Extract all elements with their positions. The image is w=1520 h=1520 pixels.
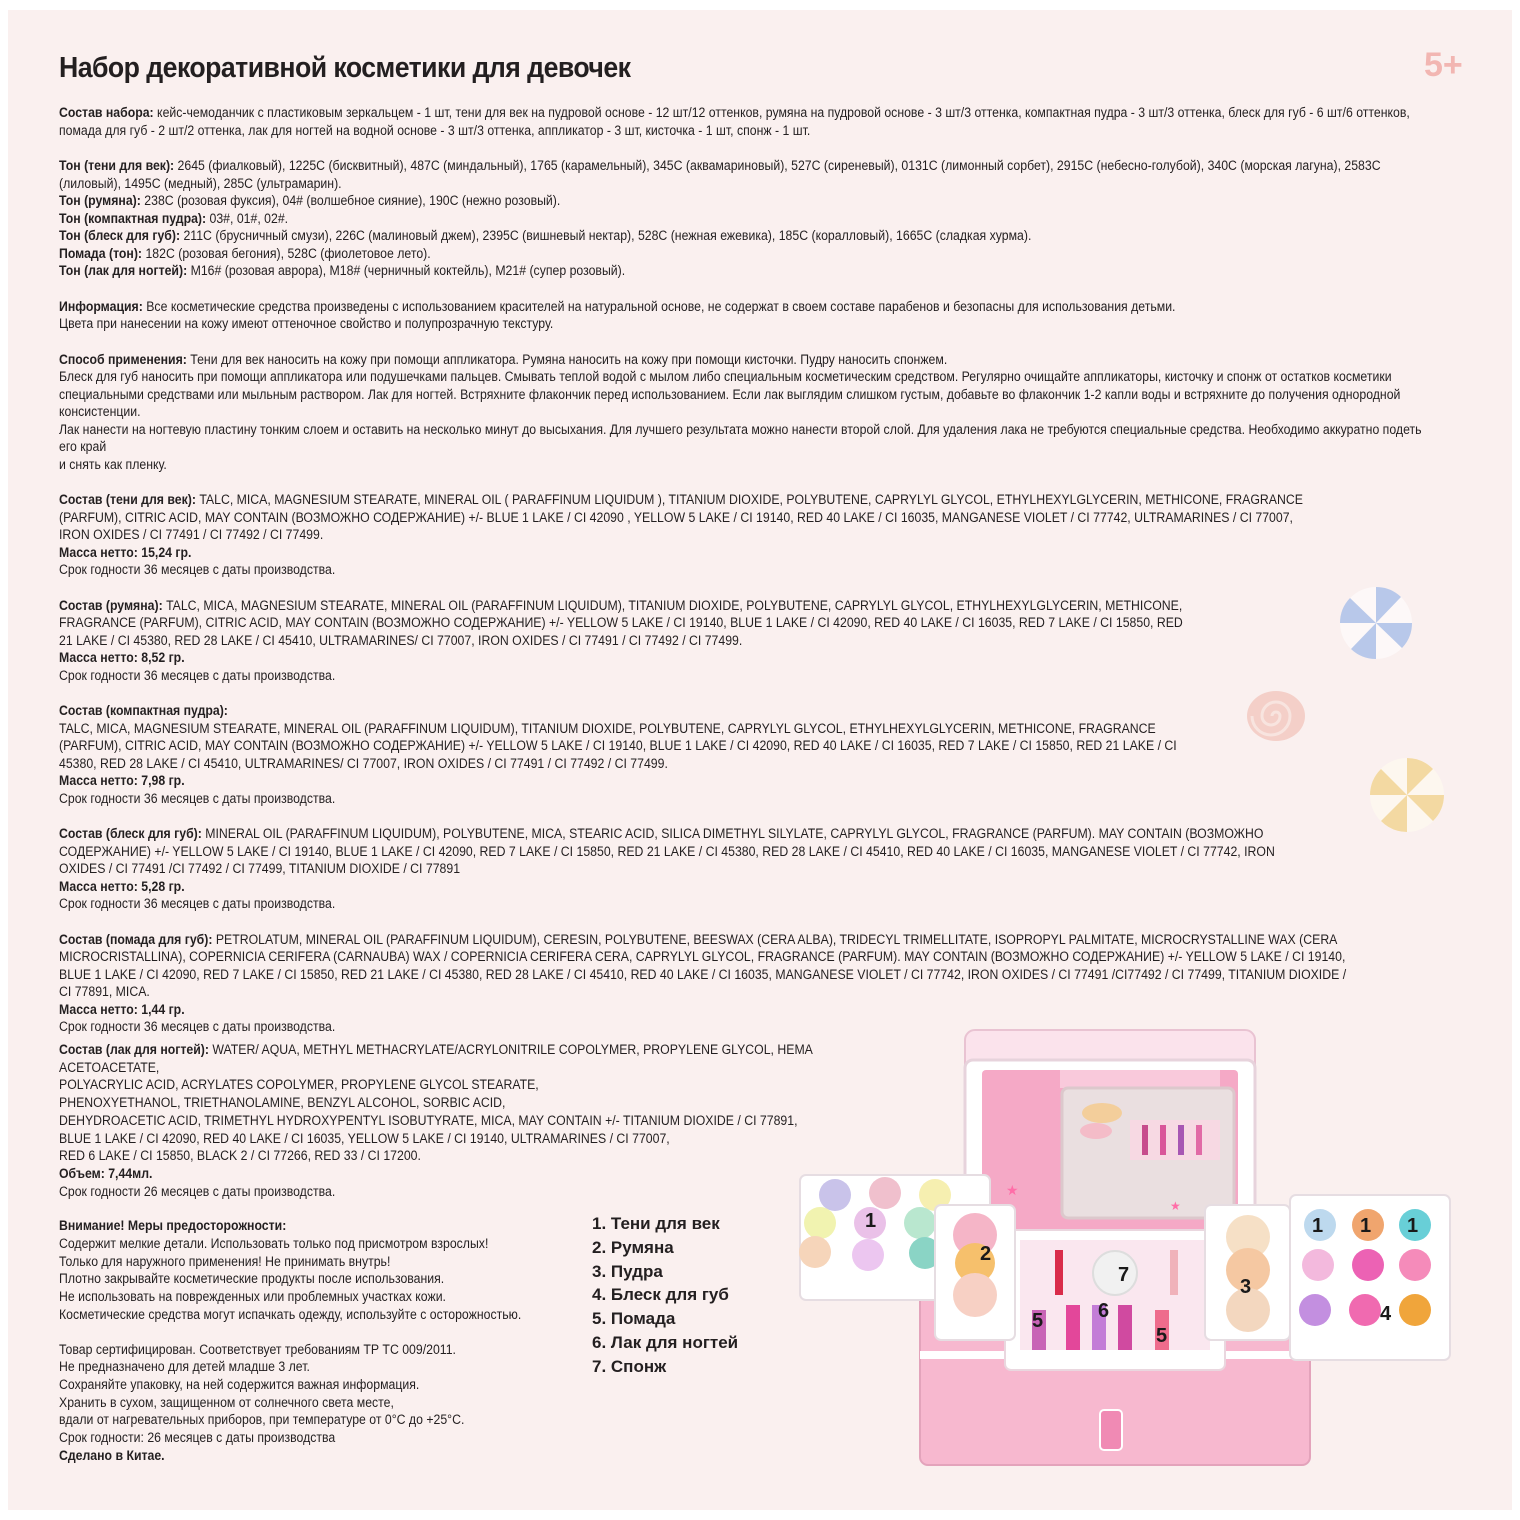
usage-text: Блеск для губ наносить при помощи аппликатора или подушечками пальцев. Смывать теплой водой с мылом либо специальным косметическим средством. Регулярно очищайте аппликаторы, кисточку и спонж от остатков косметики специальными средствами или мыльным раствором. Лак для ногтей. Встряхните флакончик перед использованием. Если лак выглядим слишком густым, добавьте во флакончик 1-2 капли воды и встряхните до получения однородной консистенции. <box>59 369 1401 419</box>
usage-block <box>59 351 1433 474</box>
age-badge: 5+ <box>1424 46 1463 84</box>
marker-label: 6 <box>1098 1300 1110 1322</box>
composition-lipgloss <box>59 825 1306 913</box>
composition-nail-polish <box>59 1041 878 1200</box>
usage-text: Тени для век наносить на кожу при помощи аппликатора. Румяна наносить на кожу при помощи кисточки. Пудру наносить спонжем. <box>186 351 948 367</box>
tone-text: 182C (розовая бегония), 528C (фиолетовое лето). <box>142 245 431 261</box>
legend-item: 7. Спонж <box>592 1356 667 1376</box>
marker-label: 5 <box>1156 1325 1168 1347</box>
warning-block <box>59 1217 878 1323</box>
lower-left-text <box>59 1041 878 1481</box>
legend-item: 5. Помада <box>592 1309 676 1329</box>
marker-label: 1 <box>1360 1215 1372 1237</box>
marker-label: 1 <box>865 1210 877 1232</box>
composition-label: Состав (лак для ногтей): <box>59 1042 209 1057</box>
certification-line: Не предназначено для детей младше 3 лет. <box>59 1359 310 1375</box>
svg-text:★: ★ <box>1170 1199 1181 1213</box>
tone-text: 211C (брусничный смузи), 226C (малиновый джем), 2395C (вишневый нектар), 528C (нежная ежевика), 185C (коралловый), 1665C (сладкая хурма). <box>180 228 1032 243</box>
legend-item: 2. Румяна <box>592 1237 674 1257</box>
warning-title: Внимание! Меры предосторожности: <box>59 1218 287 1234</box>
product-legend <box>592 1212 738 1379</box>
info-label: Информация: <box>59 298 143 314</box>
net-mass: Масса нетто: 5,28 гр. <box>59 878 185 894</box>
net-mass: Масса нетто: 15,24 гр. <box>59 544 192 560</box>
tone-label: Тон (блеск для губ): <box>59 228 181 243</box>
candy-pink-icon <box>1246 686 1306 742</box>
certification-block <box>59 1341 878 1465</box>
info-text: Цвета при нанесении на кожу имеют оттеночное свойство и полупрозрачную текстуру. <box>59 316 554 331</box>
marker-label: 3 <box>1240 1276 1252 1298</box>
tone-label: Тон (компактная пудра): <box>59 210 207 226</box>
usage-text: и снять как пленку. <box>59 456 167 472</box>
kit-label: Состав набора: <box>59 105 154 120</box>
shelf-life: Срок годности 36 месяцев с даты производства. <box>59 896 336 911</box>
composition-blush <box>59 597 1197 685</box>
warning-line: Не использовать на поврежденных или проблемных участках кожи. <box>59 1289 446 1305</box>
made-in: Сделано в Китае. <box>59 1447 165 1463</box>
marker-label: 1 <box>1407 1215 1419 1237</box>
marker-label: 4 <box>1380 1303 1392 1325</box>
marker-label: 1 <box>1312 1215 1324 1237</box>
info-text: Все косметические средства произведены с использованием красителей на натуральной основе, не содержат в своем составе парабенов и безопасны для использования детьми. <box>142 298 1176 314</box>
usage-text: Лак нанести на ногтевую пластину тонким слоем и оставить на несколько минут до высыхания. Для лучшего результата можно нанести второй слой. Для удаления лака не требуются специальные средства. Необходимо аккуратно подеть его край <box>59 421 1422 454</box>
certification-line: вдали от нагревательных приборов, при температуре от 0°С до +25°С. <box>59 1412 465 1428</box>
marker-label: 2 <box>980 1243 992 1265</box>
composition-label: Состав (блеск для губ): <box>59 826 202 841</box>
warning-line: Только для наружного применения! Не принимать внутрь! <box>59 1253 391 1269</box>
legend-item: 1. Тени для век <box>592 1214 720 1233</box>
composition-label: Состав (тени для век): <box>59 492 196 507</box>
composition-label: Состав (румяна): <box>59 597 163 613</box>
shelf-life: Срок годности 26 месяцев с даты производства. <box>59 1183 336 1199</box>
legend-item: 6. Лак для ногтей <box>592 1332 739 1352</box>
candy-blue-icon <box>1338 585 1414 661</box>
marker-label: 7 <box>1118 1264 1130 1286</box>
tone-label: Тон (тени для век): <box>59 158 175 173</box>
tone-text: M16# (розовая аврора), M18# (черничный коктейль), M21# (супер розовый). <box>187 263 626 278</box>
warning-line: Плотно закрывайте косметические продукты после использования. <box>59 1271 445 1287</box>
certification-line: Хранить в сухом, защищенном от солнечного света месте, <box>59 1394 394 1410</box>
composition-text: POLYACRYLIC ACID, ACRYLATES COPOLYMER, PROPYLENE GLYCOL STEARATE, <box>59 1077 539 1093</box>
net-mass: Масса нетто: 1,44 гр. <box>59 1001 185 1017</box>
main-text <box>59 104 1433 1054</box>
shelf-life: Срок годности 36 месяцев с даты производства. <box>59 562 336 577</box>
tone-text: 03#, 01#, 02#. <box>206 210 289 226</box>
page-title: Набор декоративной косметики для девочек <box>59 52 631 84</box>
composition-text: PHENOXYETHANOL, TRIETHANOLAMINE, BENZYL ALCOHOL, SORBIC ACID, <box>59 1095 506 1111</box>
composition-text: BLUE 1 LAKE / CI 42090, RED 40 LAKE / CI 16035, YELLOW 5 LAKE / CI 19140, ULTRAMARINES / CI 77007, <box>59 1130 670 1146</box>
kit-composition <box>59 104 1433 139</box>
composition-text: DEHYDROACETIC ACID, TRIMETHYL HYDROXYPENTYL ISOBUTYRATE, MICA, MAY CONTAIN +/- TITANIUM DIOXIDE / CI 77891, <box>59 1112 798 1128</box>
net-mass: Масса нетто: 8,52 гр. <box>59 650 185 665</box>
legend-item: 4. Блеск для губ <box>592 1285 729 1305</box>
info-block <box>59 298 1433 333</box>
net-volume: Объем: 7,44мл. <box>59 1165 153 1181</box>
certification-line: Товар сертифицирован. Соответствует требованиям ТР ТС 009/2011. <box>59 1341 456 1357</box>
composition-lipstick <box>59 931 1351 1036</box>
composition-text: RED 6 LAKE / CI 15850, BLACK 2 / CI 77266, RED 33 / CI 17200. <box>59 1148 421 1164</box>
warning-line: Содержит мелкие детали. Использовать только под присмотром взрослых! <box>59 1236 489 1252</box>
tone-text: 238C (розовая фуксия), 04# (волшебное сияние), 190C (нежно розовый). <box>140 193 561 208</box>
composition-powder <box>59 702 1197 807</box>
cosmetic-case-image <box>770 1025 1460 1485</box>
composition-text: TALC, MICA, MAGNESIUM STEARATE, MINERAL OIL ( PARAFFINUM LIQUIDUM ), TITANIUM DIOXIDE, POLYBUTENE, CAPRYLYL GLYCOL, ETHYLHEXYLGLYCERIN, METHICONE, FRAGRANCE (PARFUM), CITRIC ACID, MAY CONTAIN (ВОЗМОЖНО СОДЕРЖАНИЕ) +/- BLUE 1 LAKE / CI 42090 , YELLOW 5 LAKE / CI 19140, RED 40 LAKE / CI 16035, MANGANESE VIOLET / CI 77742, ULTRAMARINES / CI 77007, IRON OXIDES / CI 77491 / CI 77492 / CI 77499. <box>59 492 1303 542</box>
tone-label: Помада (тон): <box>59 245 143 261</box>
composition-label: Состав (помада для губ): <box>59 931 213 947</box>
net-mass: Масса нетто: 7,98 гр. <box>59 773 185 788</box>
legend-item: 3. Пудра <box>592 1261 663 1281</box>
warning-line: Косметические средства могут испачкать одежду, используйте с осторожностью. <box>59 1306 522 1322</box>
tones-block <box>59 157 1433 280</box>
composition-text: MINERAL OIL (PARAFFINUM LIQUIDUM), POLYBUTENE, MICA, STEARIC ACID, SILICA DIMETHYL SILYLATE, CAPRYLYL GLYCOL, FRAGRANCE (PARFUM). MAY CONTAIN (ВОЗМОЖНО СОДЕРЖАНИЕ) +/- YELLOW 5 LAKE / CI 19140, BLUE 1 LAKE / CI 42090, RED 7 LAKE / CI 15850, RED 21 LAKE / CI 45380, RED 28 LAKE / CI 45410, RED 40 LAKE / CI 16035, MANGANESE VIOLET / CI 77742, IRON OXIDES / CI 77491 /CI 77492 / CI 77499, TITANIUM DIOXIDE / CI 77891 <box>59 826 1275 876</box>
shelf-life: Срок годности 36 месяцев с даты производства. <box>59 1019 336 1034</box>
composition-text: PETROLATUM, MINERAL OIL (PARAFFINUM LIQUIDUM), CERESIN, POLYBUTENE, BEESWAX (CERA ALBA), TRIDECYL TRIMELLITATE, ISOPROPYL PALMITATE, MICROCRYSTALLINE WAX (CERA MICROCRISTALLINA), COPERNICIA CERIFERA (CARNAUBA) WAX / COPERNICIA CERIFERA CERA, CAPRYLYL GLYCOL, FRAGRANCE (PARFUM). MAY CONTAIN (ВОЗМОЖНО СОДЕРЖАНИЕ) +/- YELLOW 5 LAKE / CI 19140, BLUE 1 LAKE / CI 42090, RED 7 LAKE / CI 15850, RED 21 LAKE / CI 45380, RED 28 LAKE / CI 45410, RED 40 LAKE / CI 16035, MANGANESE VIOLET / CI 77742, IRON OXIDES / CI 77491 /CI77492 / CI 77499, TITANIUM DIOXIDE / CI 77891, MICA. <box>59 931 1347 999</box>
candy-yellow-icon <box>1368 756 1446 834</box>
composition-text: TALC, MICA, MAGNESIUM STEARATE, MINERAL OIL (PARAFFINUM LIQUIDUM), TITANIUM DIOXIDE, POLYBUTENE, CAPRYLYL GLYCOL, ETHYLHEXYLGLYCERIN, METHICONE, FRAGRANCE (PARFUM), CITRIC ACID, MAY CONTAIN (ВОЗМОЖНО СОДЕРЖАНИЕ) +/- YELLOW 5 LAKE / CI 19140, BLUE 1 LAKE / CI 42090, RED 40 LAKE / CI 16035, RED 7 LAKE / CI 15850, RED 21 LAKE / CI 45380, RED 28 LAKE / CI 45410, ULTRAMARINES/ CI 77007, IRON OXIDES / CI 77491 / CI 77492 / CI 77499. <box>59 720 1177 771</box>
usage-label: Способ применения: <box>59 351 187 367</box>
tone-label: Тон (лак для ногтей): <box>59 263 188 278</box>
certification-line: Сохраняйте упаковку, на ней содержится важная информация. <box>59 1376 420 1392</box>
composition-text: TALC, MICA, MAGNESIUM STEARATE, MINERAL OIL (PARAFFINUM LIQUIDUM), TITANIUM DIOXIDE, POLYBUTENE, CAPRYLYL GLYCOL, ETHYLHEXYLGLYCERIN, METHICONE, FRAGRANCE (PARFUM), CITRIC ACID, MAY CONTAIN (ВОЗМОЖНО СОДЕРЖАНИЕ) +/- YELLOW 5 LAKE / CI 19140, BLUE 1 LAKE / CI 42090, RED 40 LAKE / CI 16035, RED 7 LAKE / CI 15850, RED 21 LAKE / CI 45380, RED 28 LAKE / CI 45410, ULTRAMARINES/ CI 77007, IRON OXIDES / CI 77491 / CI 77492 / CI 77499. <box>59 597 1183 648</box>
kit-text: кейс-чемоданчик с пластиковым зеркальцем - 1 шт, тени для век на пудровой основе - 12 шт/12 оттенков, румяна на пудровой основе - 3 шт/3 оттенка, компактная пудра - 3 шт/3 оттенка, блеск для губ - 6 шт/6 оттенков, помада для губ - 2 шт/2 оттенка, лак для ногтей на водной основе - 3 шт/3 оттенка, аппликатор - 3 шт, кисточка - 1 шт, спонж - 1 шт. <box>59 105 1410 138</box>
shelf-life: Срок годности 36 месяцев с даты производства. <box>59 667 336 683</box>
tone-text: 2645 (фиалковый), 1225C (бисквитный), 487C (миндальный), 1765 (карамельный), 345C (аквамариновый), 527C (сиреневый), 0131C (лимонный сорбет), 2915C (небесно-голубой), 340C (морская лагуна), 2583C (лиловый), 1495C (медный), 285C (ультрамарин). <box>59 158 1381 191</box>
composition-text: WATER/ AQUA, METHYL METHACRYLATE/ACRYLONITRILE COPOLYMER, PROPYLENE GLYCOL, HEMA ACETOACETATE, <box>59 1042 813 1075</box>
marker-label: 5 <box>1032 1310 1044 1332</box>
certification-line: Срок годности: 26 месяцев с даты производства <box>59 1430 336 1446</box>
tone-label: Тон (румяна): <box>59 193 141 208</box>
shelf-life: Срок годности 36 месяцев с даты производства. <box>59 790 336 806</box>
composition-label: Состав (компактная пудра): <box>59 703 228 718</box>
composition-eyeshadow <box>59 491 1315 579</box>
svg-text:★: ★ <box>1006 1182 1019 1198</box>
